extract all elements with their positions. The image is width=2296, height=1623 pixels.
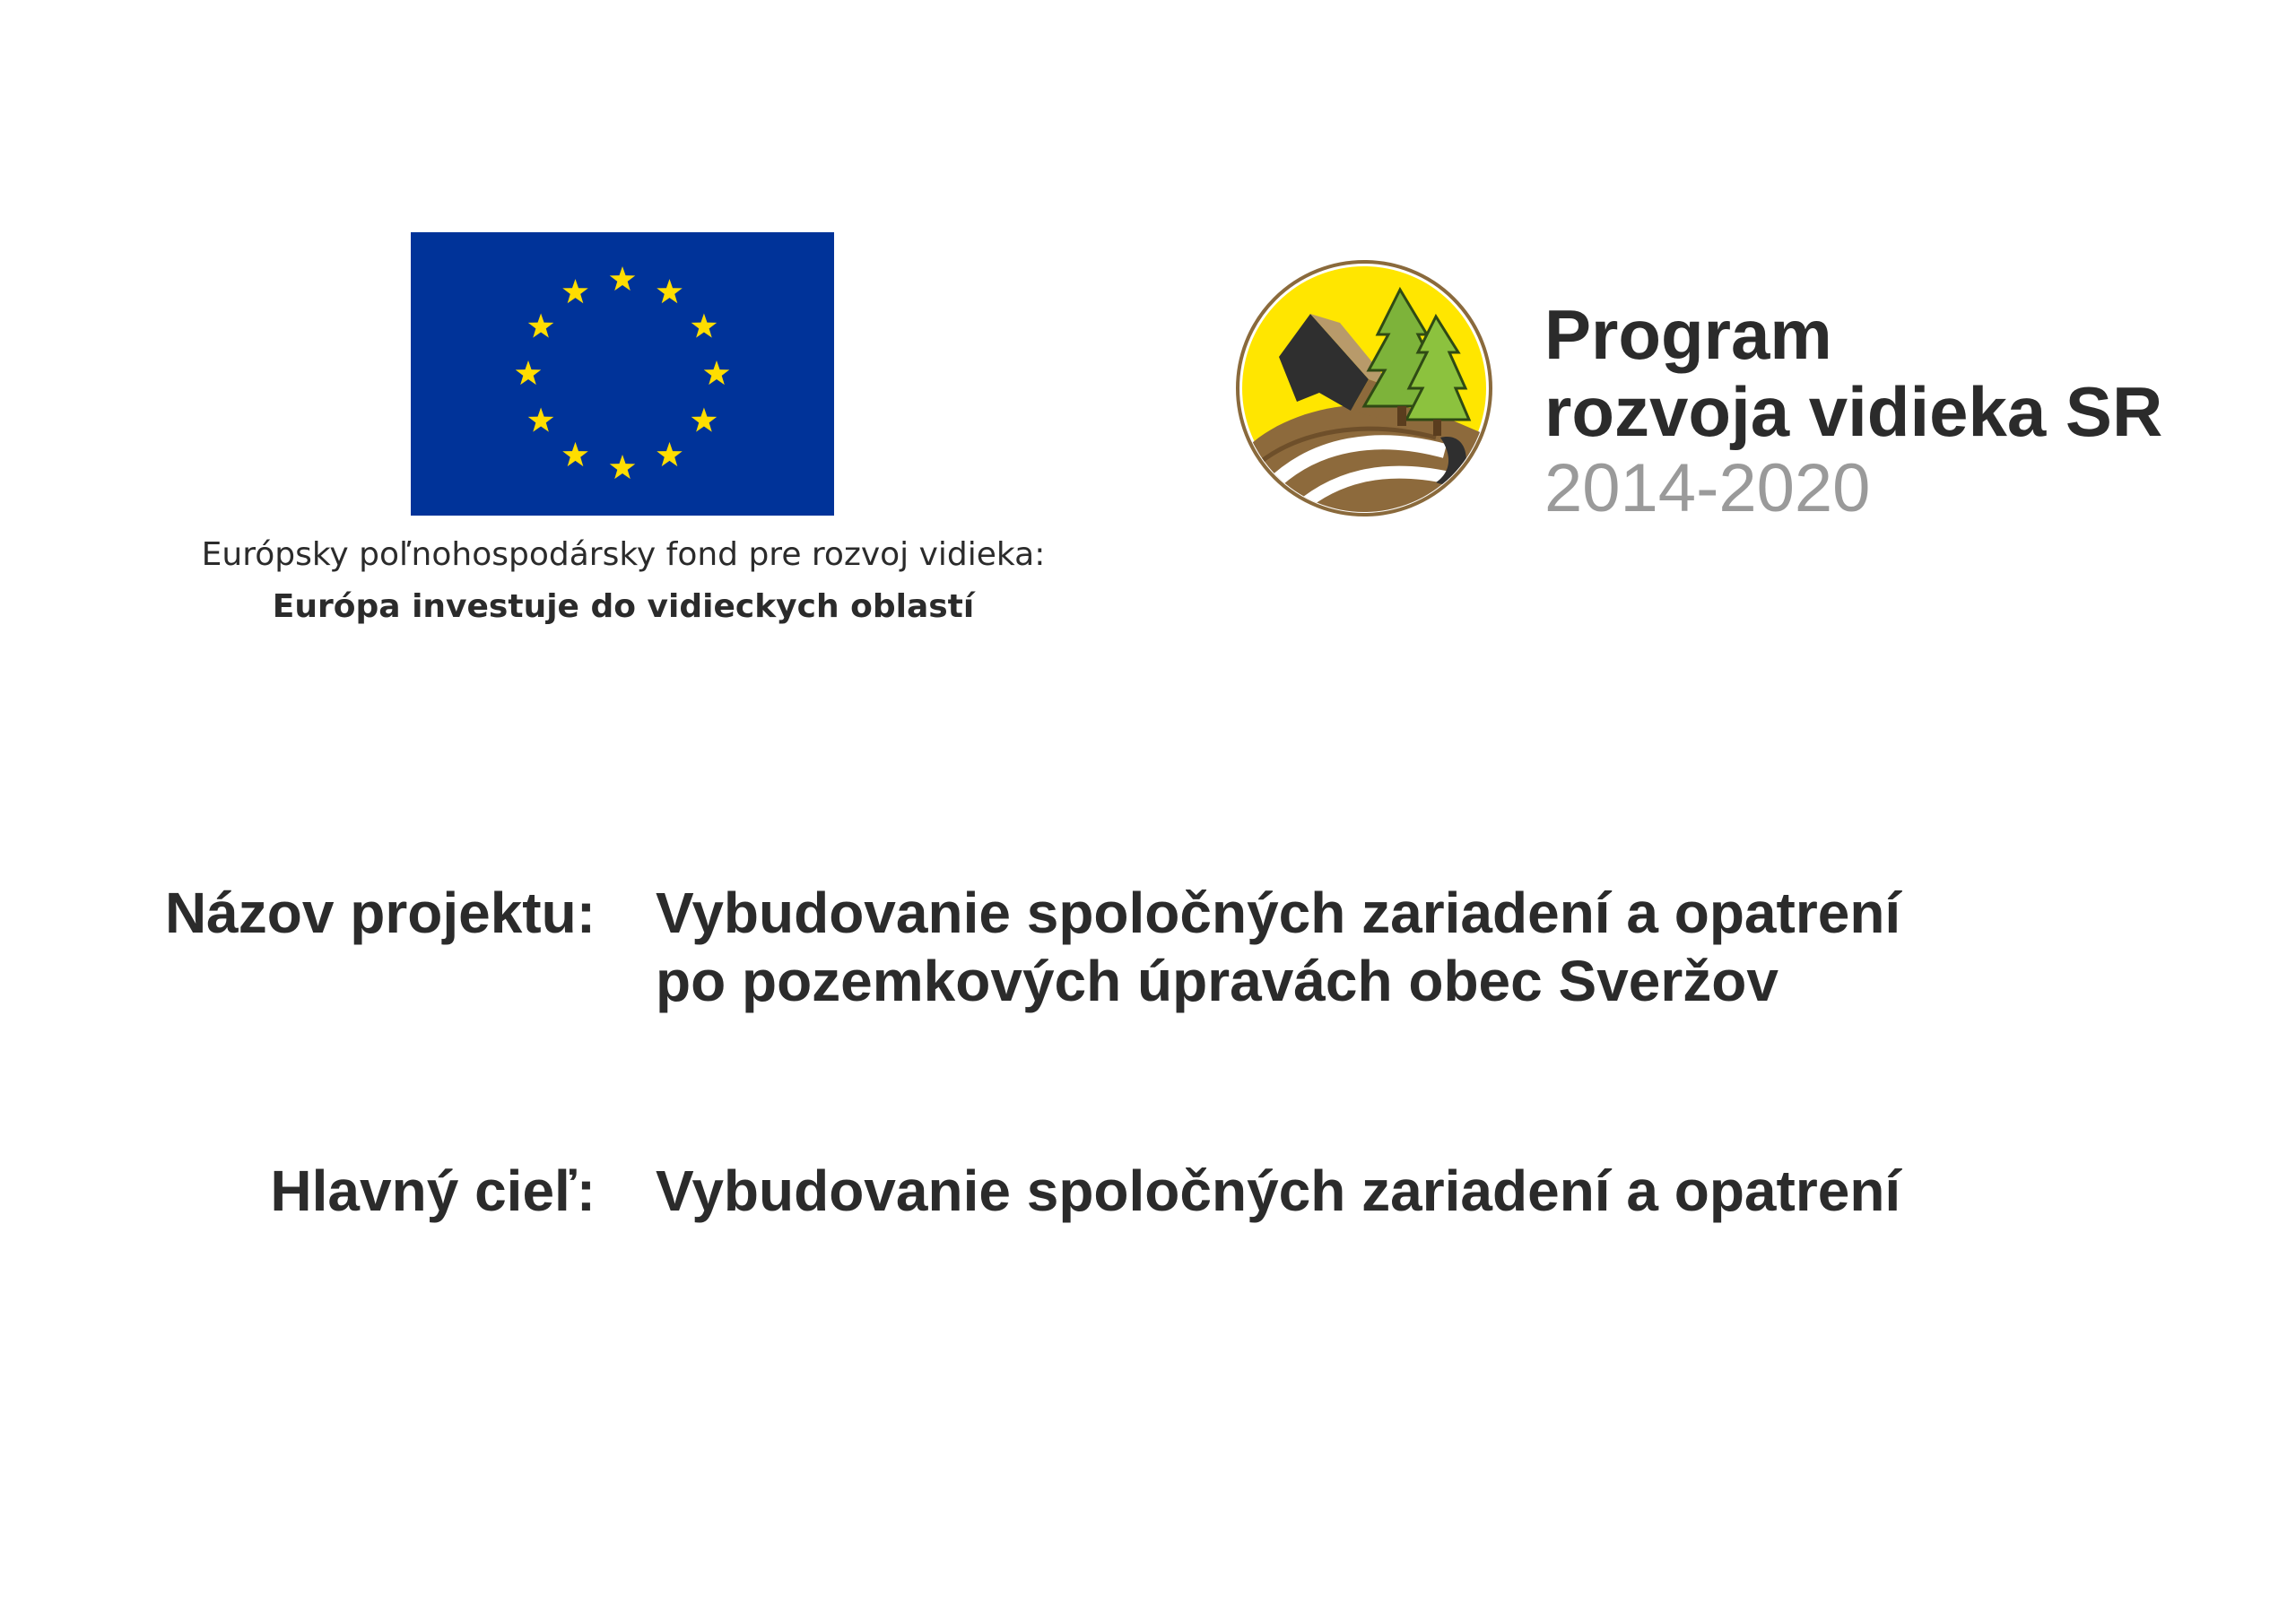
eu-fund-caption	[72, 529, 1175, 633]
project-goal-value	[656, 1157, 1900, 1225]
program-title-block	[1544, 296, 2162, 527]
eu-fund-slogan: Európa investuje do vidieckych oblastí	[272, 588, 975, 625]
eu-fund-name: Európsky poľnohospodársky fond pre rozvoj vidieka:	[201, 536, 1046, 573]
project-name-line: po pozemkových úpravách obec Sveržov	[656, 949, 1779, 1013]
program-title-line2: rozvoja vidieka SR	[1544, 372, 2163, 451]
program-title-line1: Program	[1544, 295, 1832, 374]
eu-flag-icon	[411, 232, 834, 516]
rural-landscape-logo-icon	[1234, 258, 1494, 518]
project-name-label: Názov projektu:	[164, 881, 596, 945]
project-name-value	[656, 879, 1900, 1015]
project-goal-label: Hlavný cieľ:	[270, 1159, 596, 1223]
program-years: 2014-2020	[1544, 450, 1871, 526]
project-goal-line: Vybudovanie spoločných zariadení a opatrení	[656, 1159, 1901, 1223]
project-name-line: Vybudovanie spoločných zariadení a opatrení	[656, 881, 1901, 945]
